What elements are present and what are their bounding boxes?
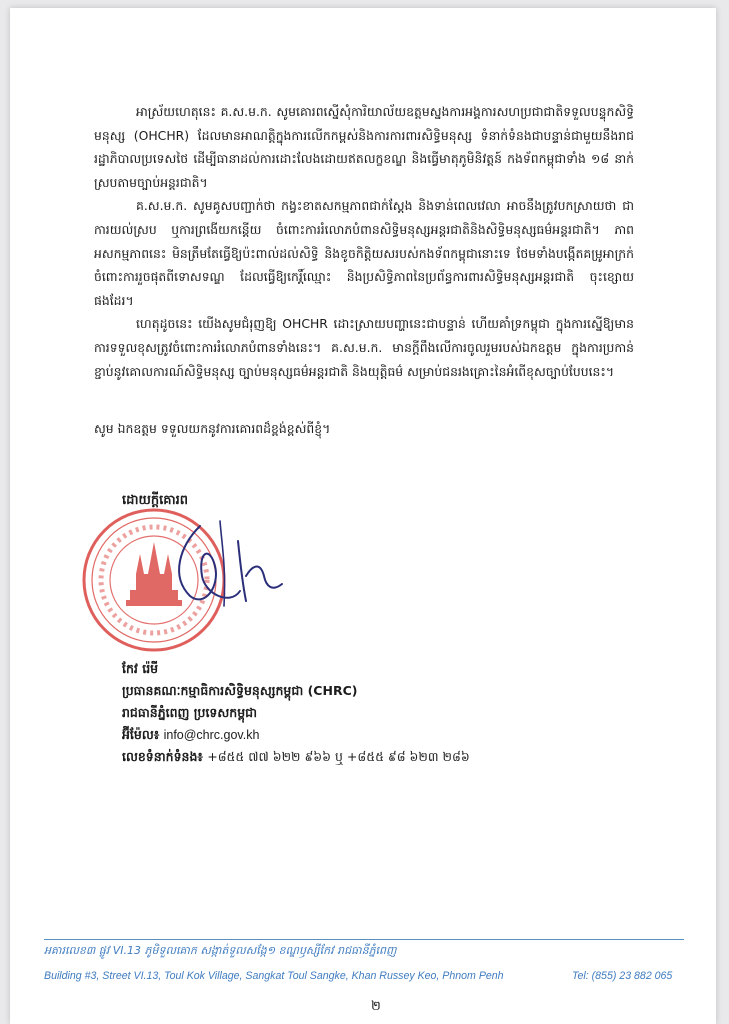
email-label: អ៊ីម៉ែល៖ [122,727,160,742]
signer-location: រាជធានីភ្នំពេញ ប្រទេសកម្ពុជា [122,705,258,720]
email-row [122,724,542,746]
footer-address-khmer: អគារលេខ៣ ផ្លូវ VI.13 ភូមិទួលគោក សង្កាត់ទួលសង្កែ១ ខណ្ឌឫស្សីកែវ រាជធានីភ្នំពេញ [44,944,397,957]
body-paragraph: ហេតុដូចនេះ យើងសូមជំរុញឱ្យ OHCHR ដោះស្រាយបញ្ហានេះជាបន្ទាន់ ហើយគាំទ្រកម្ពុជា ក្នុងការស្នើឱ្យមានការទទួលខុសត្រូវចំពោះការរំលោភបំពានទាំងនេះ។ គ.ស.ម.ក. មានក្តីពឹងលើការចូលរួមរបស់ឯកឧត្តម ក្នុងការប្រកាន់ខ្ជាប់នូវគោលការណ៍សិទ្ធិមនុស្ស ច្បាប់មនុស្សធម៌អន្តរជាតិ និងយុត្តិធម៌ សម្រាប់ជនរងគ្រោះនៃអំពើខុសច្បាប់បែបនេះ។ [94,316,634,379]
signer-title: ប្រធានគណៈកម្មាធិការសិទ្ធិមនុស្សកម្ពុជា (CHRC) [122,683,358,698]
phone-row [122,746,542,768]
phone-value: +៨៥៥ ៧៧ ៦២២ ៩៦៦ ឬ +៨៥៥ ៩៨ ៦២៣ ២៨៦ [207,749,470,764]
footer-address-english: Building #3, Street VI.13, Toul Kok Village, Sangkat Toul Sangke, Khan Russey Keo, Phnom Penh [44,970,504,982]
page-number: ២ [371,999,381,1014]
respect-label: ដោយក្តីគោរព [122,493,189,508]
footer-telephone: Tel: (855) 23 882 065 [572,970,673,982]
handwritten-signature [160,506,290,616]
body-paragraph: គ.ស.ម.ក. សូមគូសបញ្ជាក់ថា កង្វះខាតសកម្មភាពជាក់ស្តែង និងទាន់ពេលវេលា អាចនឹងត្រូវបកស្រាយថា ជាការយល់ស្រប ឬការព្រងើយកន្តើយ ចំពោះការរំលោភបំពានសិទ្ធិមនុស្សអន្តរជាតិនិងសិទ្ធិមនុស្សធម៌អន្តរជាតិ។ ភាពអសកម្មភាពនេះ មិនត្រឹមតែធ្វើឱ្យប៉ះពាល់ដល់សិទ្ធិ និងខូចកិត្តិយសរបស់កងទ័ពកម្ពុជានោះទេ ថែមទាំងបង្កើតគម្រូអាក្រក់ចំពោះការរួចផុតពីទោសទណ្ឌ ដែលធ្វើឱ្យកេរ្តិ៍ឈ្មោះ និងប្រសិទ្ធិភាពនៃប្រព័ន្ធការពារសិទ្ធិមនុស្សអន្តរជាតិ ចុះខ្សោយផងដែរ។ [94,198,634,308]
body-paragraph: អាស្រ័យហេតុនេះ គ.ស.ម.ក. សូមគោរពស្នើសុំការិយាល័យឧត្តមស្នងការអង្គការសហប្រជាជាតិទទួលបន្ទុកសិទ្ធិមនុស្ស (OHCHR) ដែលមានអាណត្តិក្នុងការលើកកម្ពស់និងការការពារសិទ្ធិមនុស្ស ទំនាក់ទំនងជាបន្ទាន់ជាមួយនឹងរាជរដ្ឋាភិបាលប្រទេសថៃ ដើម្បីធានាដល់ការដោះលែងដោយឥតលក្ខខណ្ឌ និងធ្វើមាតុភូមិនិវត្តន៍ កងទ័ពកម្ពុជាទាំង ១៨ នាក់ ស្របតាមច្បាប់អន្តរជាតិ។ [94,104,634,190]
phone-label: លេខទំនាក់ទំនង៖ [122,749,203,764]
letter-page [10,8,716,1024]
footer-divider [44,939,684,940]
signer-name: កែវ រ៉េមី [122,661,159,676]
closing-line: សូម ឯកឧត្តម ទទួលយកនូវការគោរពដ៏ខ្ពង់ខ្ពស់ពីខ្ញុំ។ [94,421,331,436]
email-value: info@chrc.gov.kh [163,728,260,742]
letter-body [94,100,634,383]
signature-block [122,658,542,768]
